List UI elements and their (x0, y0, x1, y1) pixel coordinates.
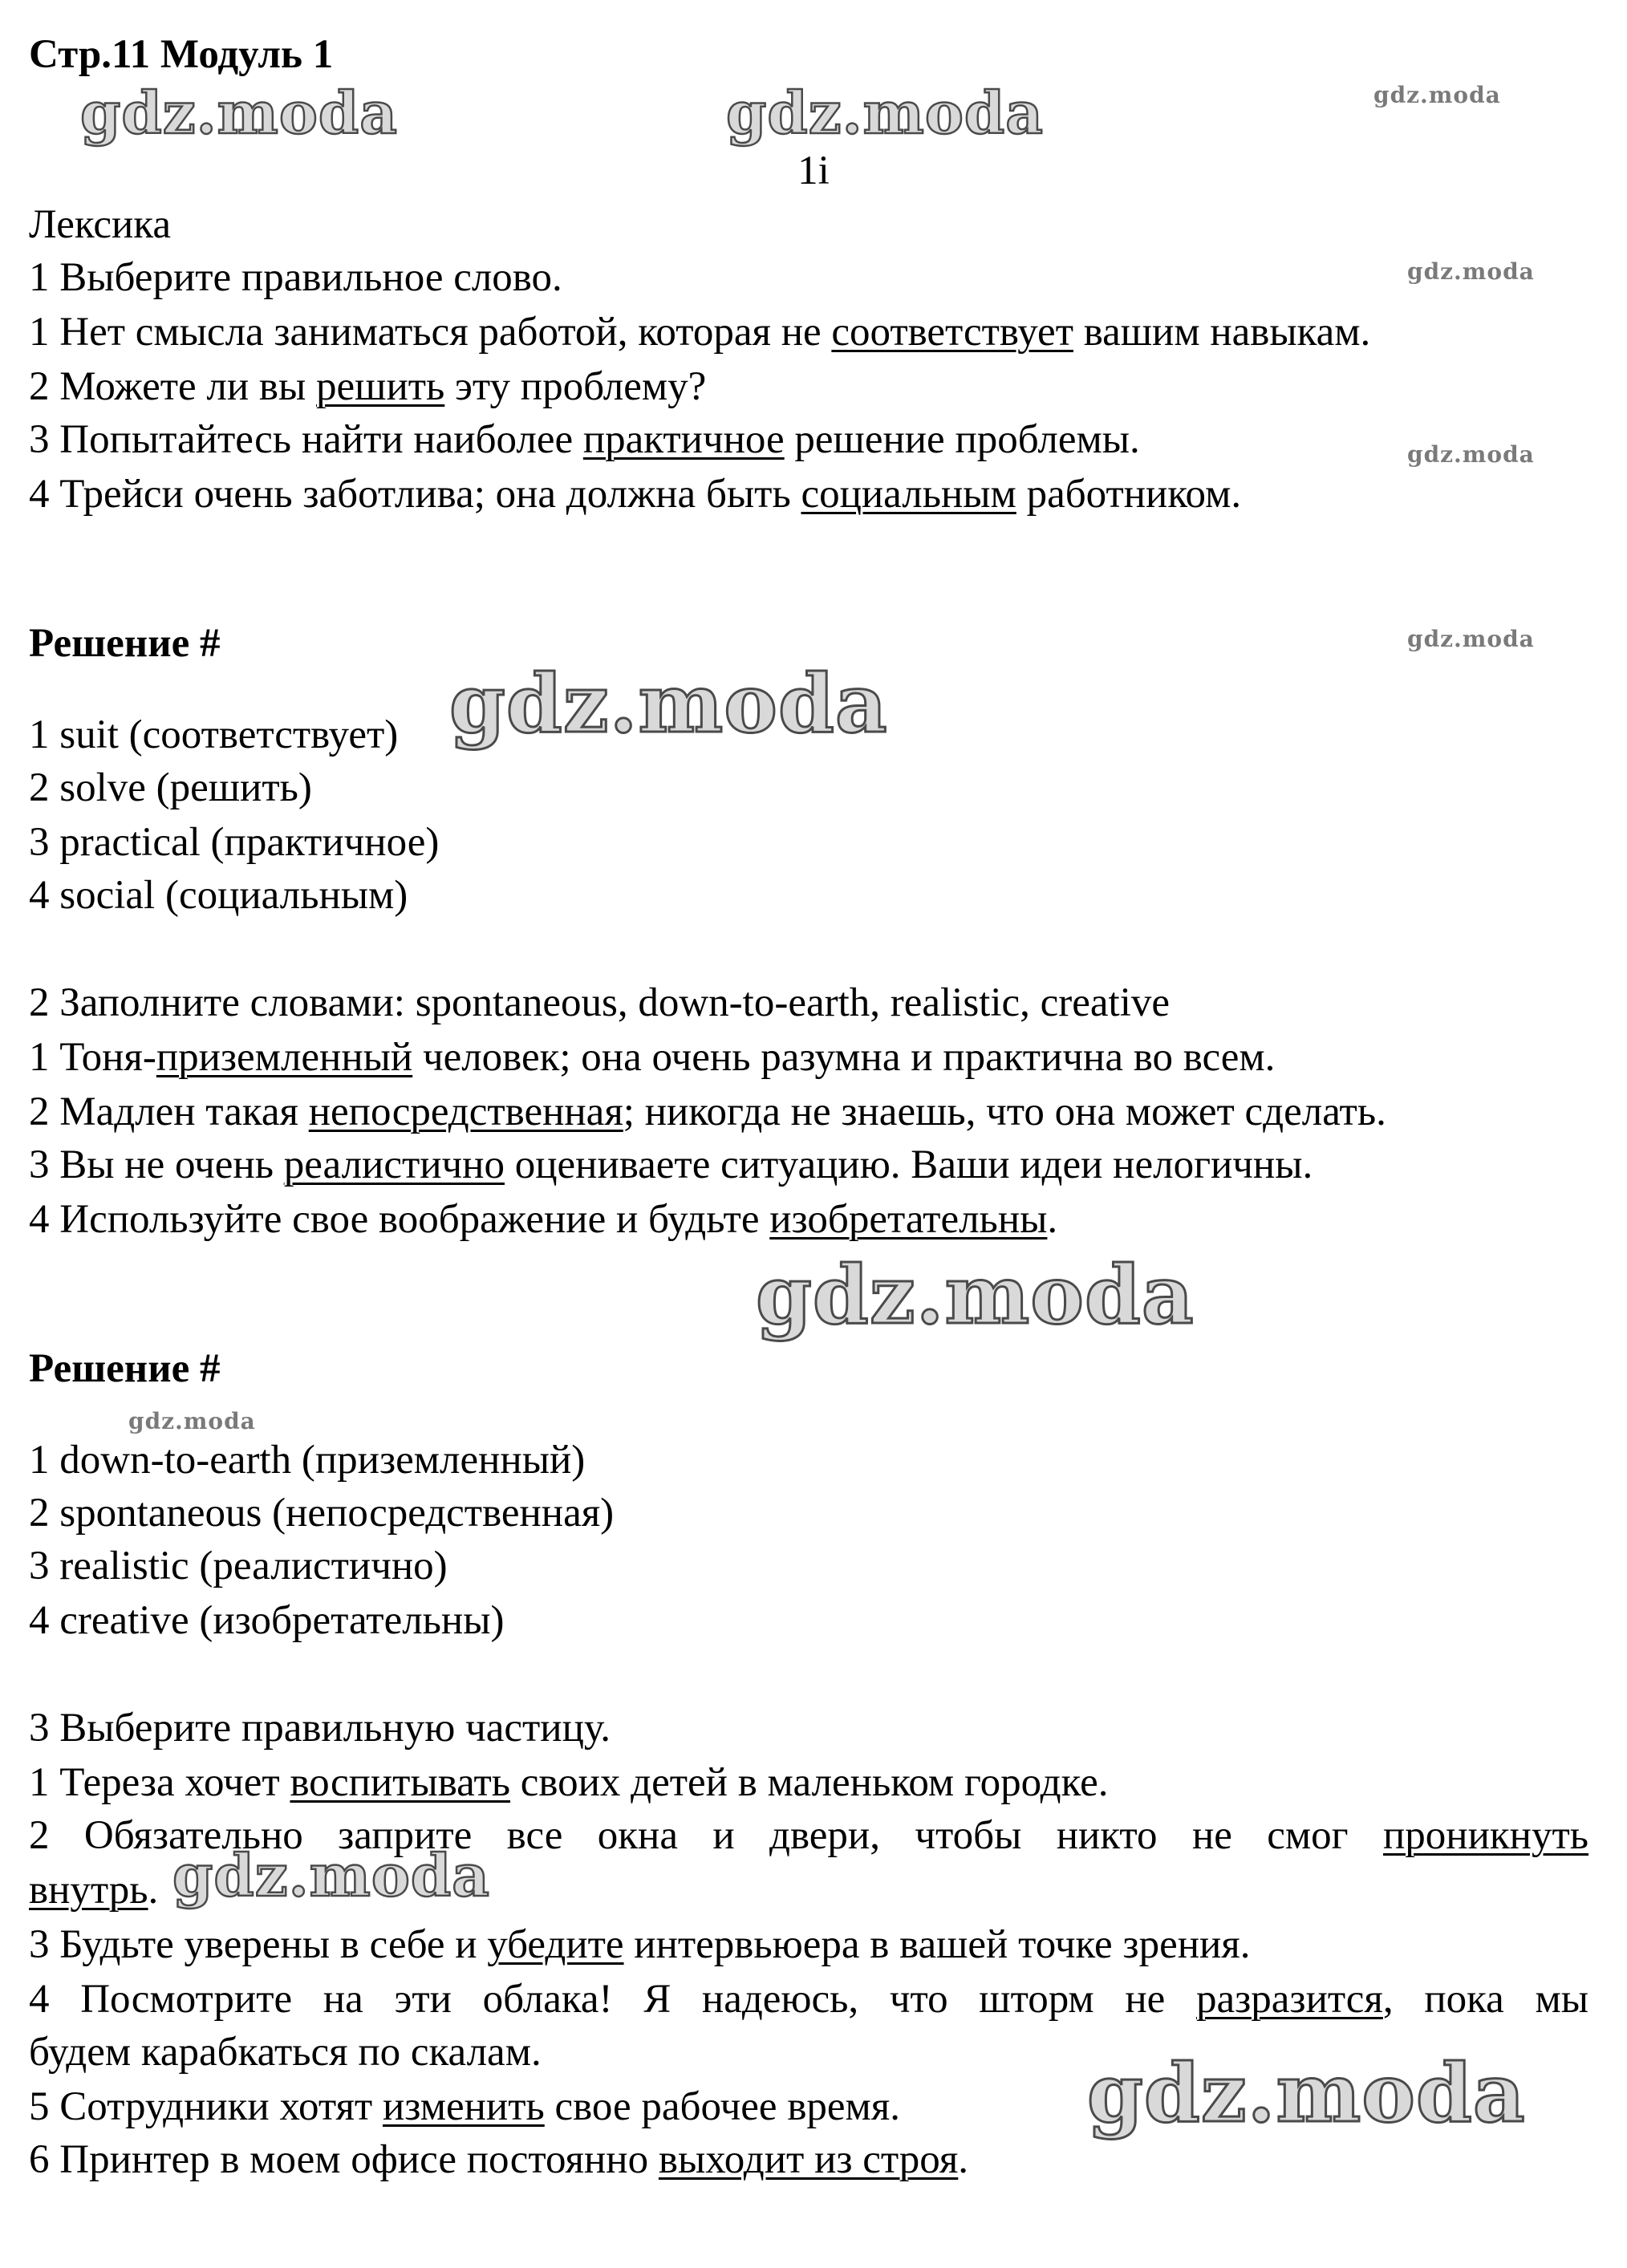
sentence: 3 Будьте уверены в себе и убедите интервьюера в вашей точке зрения. (29, 1922, 1251, 1967)
solution-title: Решение # (29, 1346, 221, 1391)
watermark: gdz.moda (1407, 626, 1535, 652)
answer: 2 spontaneous (непосредственная) (29, 1491, 615, 1536)
answer: 1 suit (соответствует) (29, 712, 399, 757)
watermark: gdz.moda (726, 79, 1044, 147)
section-title: Лексика (29, 202, 171, 247)
sentence: 6 Принтер в моем офисе постоянно выходит из строя. (29, 2137, 969, 2182)
sentence: 2 Можете ли вы решить эту проблему? (29, 364, 707, 409)
page-label: 1i (797, 148, 830, 193)
task-heading: 3 Выберите правильную частицу. (29, 1706, 611, 1751)
watermark: gdz.moda (1087, 2046, 1526, 2140)
sentence: 3 Попытайтесь найти наиболее практичное решение проблемы. (29, 417, 1140, 462)
answer: 4 creative (изобретательны) (29, 1598, 505, 1643)
sentence: 2 Обязательно заприте все окна и двери, чтобы никто не смог проникнуть (29, 1813, 1588, 1858)
answer: 3 realistic (реалистично) (29, 1544, 448, 1588)
sentence: 1 Нет смысла заниматься работой, которая не соответствует вашим навыкам. (29, 310, 1371, 355)
solution-title: Решение # (29, 621, 221, 666)
task-heading: 1 Выберите правильное слово. (29, 255, 562, 300)
answer: 2 solve (решить) (29, 765, 312, 810)
answer: 4 social (социальным) (29, 873, 408, 918)
sentence: 4 Используйте свое воображение и будьте изобретательны. (29, 1197, 1058, 1242)
sentence: 5 Сотрудники хотят изменить свое рабочее время. (29, 2084, 901, 2129)
answer: 1 down-to-earth (приземленный) (29, 1438, 586, 1483)
sentence: 1 Тоня-приземленный человек; она очень разумна и практична во всем. (29, 1035, 1276, 1080)
sentence: 1 Тереза хочет воспитывать своих детей в маленьком городке. (29, 1760, 1109, 1805)
watermark: gdz.moda (1373, 82, 1501, 108)
page-title: Стр.11 Модуль 1 (29, 32, 334, 77)
sentence: 4 Трейси очень заботлива; она должна быть социальным работником. (29, 472, 1242, 517)
task-heading: 2 Заполните словами: spontaneous, down-to-earth, realistic, creative (29, 980, 1171, 1025)
sentence-continuation: будем карабкаться по скалам. (29, 2030, 542, 2075)
answer: 3 practical (практичное) (29, 820, 440, 865)
watermark: gdz.moda (128, 1408, 256, 1434)
watermark: gdz.moda (449, 656, 888, 751)
watermark: gdz.moda (756, 1248, 1195, 1342)
watermark: gdz.moda (80, 79, 398, 147)
sentence: 2 Мадлен такая непосредственная; никогда не знаешь, что она может сделать. (29, 1089, 1386, 1134)
sentence: 3 Вы не очень реалистично оцениваете ситуацию. Ваши идеи нелогичны. (29, 1142, 1313, 1187)
watermark: gdz.moda (1407, 258, 1535, 285)
watermark: gdz.moda (172, 1841, 490, 1909)
watermark: gdz.moda (1407, 441, 1535, 468)
sentence-continuation: внутрь. (29, 1868, 159, 1913)
sentence: 4 Посмотрите на эти облака! Я надеюсь, что шторм не разразится, пока мы (29, 1977, 1588, 2022)
